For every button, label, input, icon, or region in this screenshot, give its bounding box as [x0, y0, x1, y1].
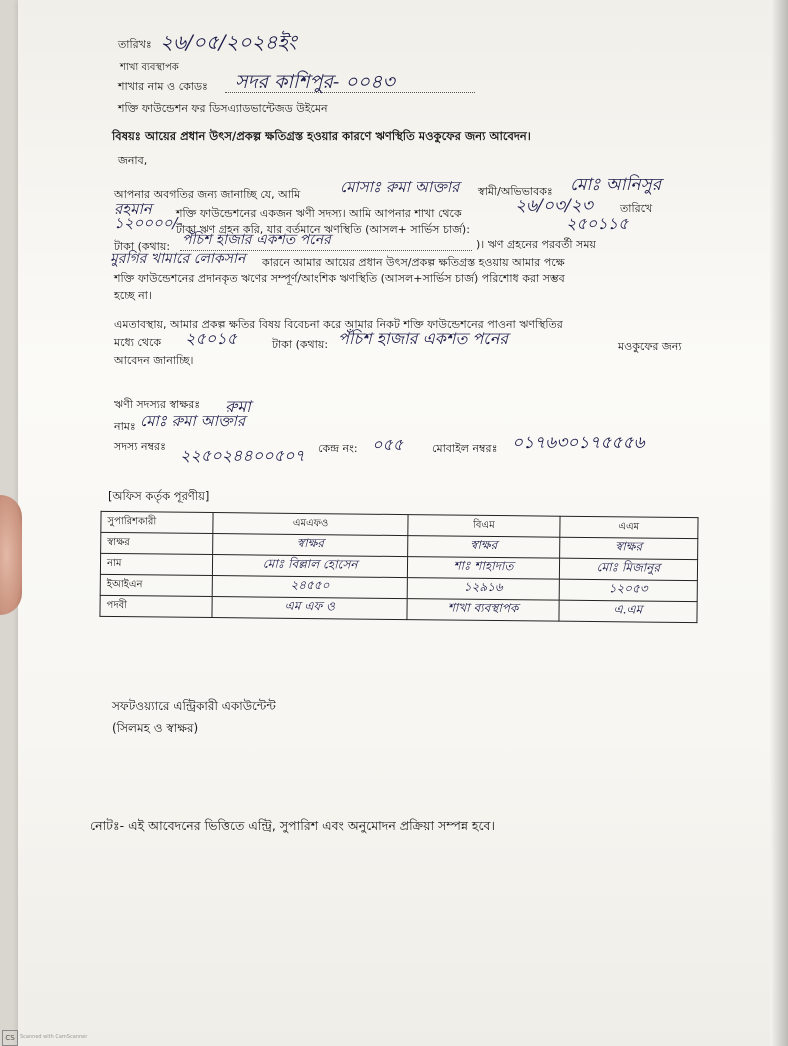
row-label: ইআইএন: [100, 574, 212, 596]
body-text: টাকা (কথায়:: [114, 240, 171, 253]
signature: স্বাক্ষর: [296, 535, 325, 551]
branch-name-code-value: সদর কাশিপুর- ০০৪৩: [235, 71, 395, 93]
cell-value: ২৪৫৫০: [290, 577, 330, 593]
cell-value: ১২৯১৬: [463, 579, 503, 595]
waiver-amount: ২৫০১৫: [185, 329, 237, 348]
software-entry-sub: (সিলমহ ও স্বাক্ষর): [112, 721, 199, 735]
center-no: ০৫৫: [372, 435, 404, 454]
row-label: পদবী: [100, 595, 212, 617]
table-cell: [212, 555, 407, 578]
member-sig-label: ঋণী সদস্যর স্বাক্ষরঃ: [114, 398, 201, 411]
member-signature: রুমা: [225, 397, 251, 416]
subject: বিষয়ঃ আয়ের প্রধান উৎস/প্রকল্প ক্ষতিগ্রস্ত হওয়ার কারণে ঋণস্থিতি মওকুফের জন্য আবেদন।: [112, 129, 531, 143]
balance: ২৫০১১৫: [566, 214, 629, 233]
salutation: জনাব,: [118, 154, 148, 167]
camscanner-logo: CS: [2, 1030, 18, 1046]
member-name-label: নামঃ: [114, 420, 136, 433]
body-text: শক্তি ফাউন্ডেশনের একজন ঋণী সদস্য। আমি আপনার শাখা থেকে: [176, 207, 462, 220]
row-label: স্বাক্ষর: [101, 532, 213, 554]
row-label: নাম: [100, 553, 212, 575]
member-no: ২২৫০২৪৪০০৫০৭: [180, 446, 305, 465]
table-header-cell: এএম: [559, 516, 698, 538]
body-text: এমতাবস্থায়, আমার প্রকল্প ক্ষতির বিষয় বিবেচনা করে আমার নিকট শক্তি ফাউন্ডেশনের পাওনা ঋণস্থিতির: [114, 318, 563, 331]
branch-manager: শাখা ব্যবস্থাপক: [120, 62, 179, 73]
cell-value: শাঃ শাহাদাত: [453, 558, 514, 574]
signature: স্বাক্ষর: [470, 537, 498, 553]
finger-shadow: [0, 495, 22, 615]
guardian-name: মোঃ আনিসুর: [570, 175, 662, 195]
table-header-cell: বিএম: [408, 515, 560, 538]
table-cell: [212, 597, 407, 620]
cell-value: এ.এম: [613, 602, 643, 617]
body-text: )। ঋণ গ্রহনের পরবর্তী সময়: [476, 238, 596, 251]
body-text: আবেদন জানাচ্ছি।: [114, 354, 194, 367]
table-cell: [407, 599, 559, 622]
borrower-name: মোসাঃ রুমা আক্তার: [340, 178, 460, 196]
body-text: শক্তি ফাউন্ডেশনের প্রদানকৃত ঋণের সম্পূর্ণ/আংশিক ঋণস্থিতি (আসল+সার্ভিস চার্জ) পরিশোধ করা সম্ভব: [114, 272, 565, 285]
signature: স্বাক্ষর: [614, 539, 643, 554]
cell-value: মোঃ বিল্লাল হোসেন: [262, 556, 358, 572]
center-label: কেন্দ্র নং:: [318, 442, 358, 455]
table-cell: [559, 558, 698, 580]
camscanner-text: Scanned with CamScanner: [20, 1034, 88, 1040]
body-text: আপনার অবগতির জন্য জানাচ্ছি যে, আমি: [114, 188, 301, 201]
office-heading: [অফিস কর্তৃক পূরণীয়]: [108, 489, 210, 503]
organization: শক্তি ফাউন্ডেশন ফর ডিসএ্যাডভান্টেজড উইমেন: [118, 102, 328, 115]
table-cell: [559, 600, 698, 622]
page-edge: [770, 0, 788, 1046]
body-text: হচ্ছে না।: [114, 289, 152, 302]
date-value: ২৬/০৫/২০২৪ইং: [160, 30, 297, 54]
guardian-name-cont: রহমান: [114, 200, 152, 218]
table-cell: [212, 576, 407, 599]
loan-date: ২৬/০৩/২৩: [515, 196, 593, 216]
cell-value: মোঃ মিজানুর: [596, 560, 661, 575]
approval-table: [99, 511, 698, 623]
table-header-cell: এমএফও: [213, 513, 408, 536]
signature-cell: [408, 536, 560, 559]
branch-name-code-label: শাখার নাম ও কোডঃ: [118, 80, 208, 93]
cell-value: শাখা ব্যবস্থাপক: [447, 600, 519, 616]
member-name: মোঃ রুমা আক্তার: [140, 412, 246, 430]
body-text: কারনে আমার আয়ের প্রধান উৎস/প্রকল্প ক্ষতিগ্রস্ত হওয়ায় আমার পক্ষে: [262, 256, 565, 269]
date-label: তারিখঃ: [118, 38, 152, 51]
body-text: মওকুফের জন্য: [618, 340, 682, 353]
signature-cell: [213, 534, 408, 557]
body-text: মধ্যে থেকে: [114, 336, 162, 349]
note: নোটঃ- এই আবেদনের ভিত্তিতে এন্ট্রি, সুপারিশ এবং অনুমোদন প্রক্রিয়া সম্পন্ন হবে।: [90, 818, 495, 833]
balance-words: পঁচিশ হাজার একশত পনের: [182, 232, 331, 248]
member-no-label: সদস্য নম্বরঃ: [114, 440, 166, 453]
waiver-words: পঁচিশ হাজার একশত পনের: [338, 329, 509, 348]
cell-value: এম এফ ও: [284, 598, 335, 614]
loss-reason: মুরগির খামারে লোকসান: [110, 251, 246, 267]
mobile-no: ০১৭৬৩০১৭৫৫৫৬: [512, 433, 645, 453]
body-text: স্বামী/অভিভাবকঃ: [478, 185, 553, 198]
table-cell: [407, 578, 559, 601]
body-text: টাকা ঋণ গ্রহন করি, যার বর্তমানে ঋণস্থিতি (আসল+ সার্ভিস চার্জ):: [176, 223, 470, 236]
body-text: তারিখে: [620, 202, 653, 215]
loan-amount: ১২০০০০/-: [114, 214, 183, 232]
cell-value: ১২০৫৩: [608, 581, 648, 596]
software-entry-label: সফটওয়্যারে এন্ট্রিকারী একাউন্টেন্ট: [112, 699, 276, 713]
body-text: টাকা (কথায়:: [272, 338, 329, 351]
table-header-cell: সুপারিশকারী: [101, 511, 213, 533]
table-cell: [408, 557, 560, 580]
mobile-label: মোবাইল নম্বরঃ: [432, 442, 498, 455]
table-cell: [559, 579, 698, 601]
signature-cell: [559, 537, 698, 559]
